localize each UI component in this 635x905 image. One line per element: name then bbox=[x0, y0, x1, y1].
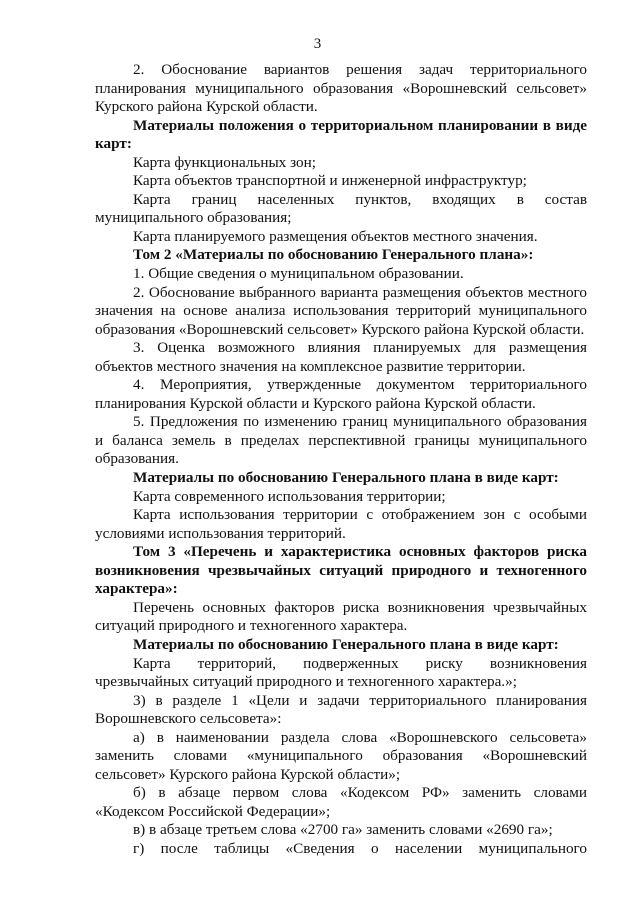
section-heading: Материалы положения о территориальном планировании в виде карт: bbox=[95, 116, 587, 153]
section-heading: Материалы по обоснованию Генерального плана в виде карт: bbox=[133, 635, 559, 653]
volume-heading: Том 2 «Материалы по обоснованию Генерального плана»: bbox=[133, 246, 534, 264]
paragraph: 5. Предложения по изменению границ муниципального образования и баланса земель в пределах перспективной границы муниципального образования. bbox=[95, 413, 587, 468]
amendment-item: в) в абзаце третьем слова «2700 га» заменить словами «2690 га»; bbox=[133, 821, 553, 839]
list-item: Карта территорий, подверженных риску возникновения чрезвычайных ситуаций природного и техногенного характера.»; bbox=[95, 654, 587, 691]
list-item: Карта современного использования территории; bbox=[133, 487, 446, 505]
paragraph: 1. Общие сведения о муниципальном образовании. bbox=[133, 265, 464, 283]
section-heading: Материалы по обоснованию Генерального плана в виде карт: bbox=[133, 469, 559, 487]
paragraph: 2. Обоснование вариантов решения задач территориального планирования муниципального образования «Ворошневский сельсовет» Курского района Курской области. bbox=[95, 61, 587, 116]
list-item: Карта функциональных зон; bbox=[133, 153, 316, 171]
amendment-item: б) в абзаце первом слова «Кодексом РФ» заменить словами «Кодексом Российской Федерации»; bbox=[95, 784, 587, 820]
list-item: Карта границ населенных пунктов, входящих в состав муниципального образования; bbox=[95, 190, 587, 227]
page-number: 3 bbox=[313, 36, 322, 52]
paragraph: 2. Обоснование выбранного варианта размещения объектов местного значения на основе анализа использования территорий муниципального образования «Ворошневский сельсовет» Курского района Курской области. bbox=[95, 283, 587, 338]
document-body bbox=[95, 61, 587, 859]
paragraph: 4. Мероприятия, утвержденные документом территориального планирования Курской области и Курского района Курской области. bbox=[95, 376, 587, 412]
amendment-item: а) в наименовании раздела слова «Ворошневского сельсовета» заменить словами «муниципального образования «Ворошневский сельсовет» Курского района Курской области»; bbox=[95, 728, 587, 783]
list-item: Карта планируемого размещения объектов местного значения. bbox=[133, 227, 538, 245]
volume-heading: Том 3 «Перечень и характеристика основных факторов риска возникновения чрезвычайных ситуаций природного и техногенного характера»: bbox=[95, 543, 587, 598]
paragraph: 3. Оценка возможного влияния планируемых для размещения объектов местного значения на комплексное развитие территории. bbox=[95, 339, 587, 375]
amendment-item: г) после таблицы «Сведения о населении муниципального bbox=[133, 839, 587, 857]
list-item: Карта использования территории с отображением зон с особыми условиями использования территорий. bbox=[95, 506, 587, 542]
paragraph: Перечень основных факторов риска возникновения чрезвычайных ситуаций природного и техногенного характера. bbox=[95, 598, 587, 635]
list-item: Карта объектов транспортной и инженерной инфраструктур; bbox=[133, 172, 527, 190]
amendment-item: 3) в разделе 1 «Цели и задачи территориального планирования Ворошневского сельсовета»: bbox=[95, 691, 587, 728]
